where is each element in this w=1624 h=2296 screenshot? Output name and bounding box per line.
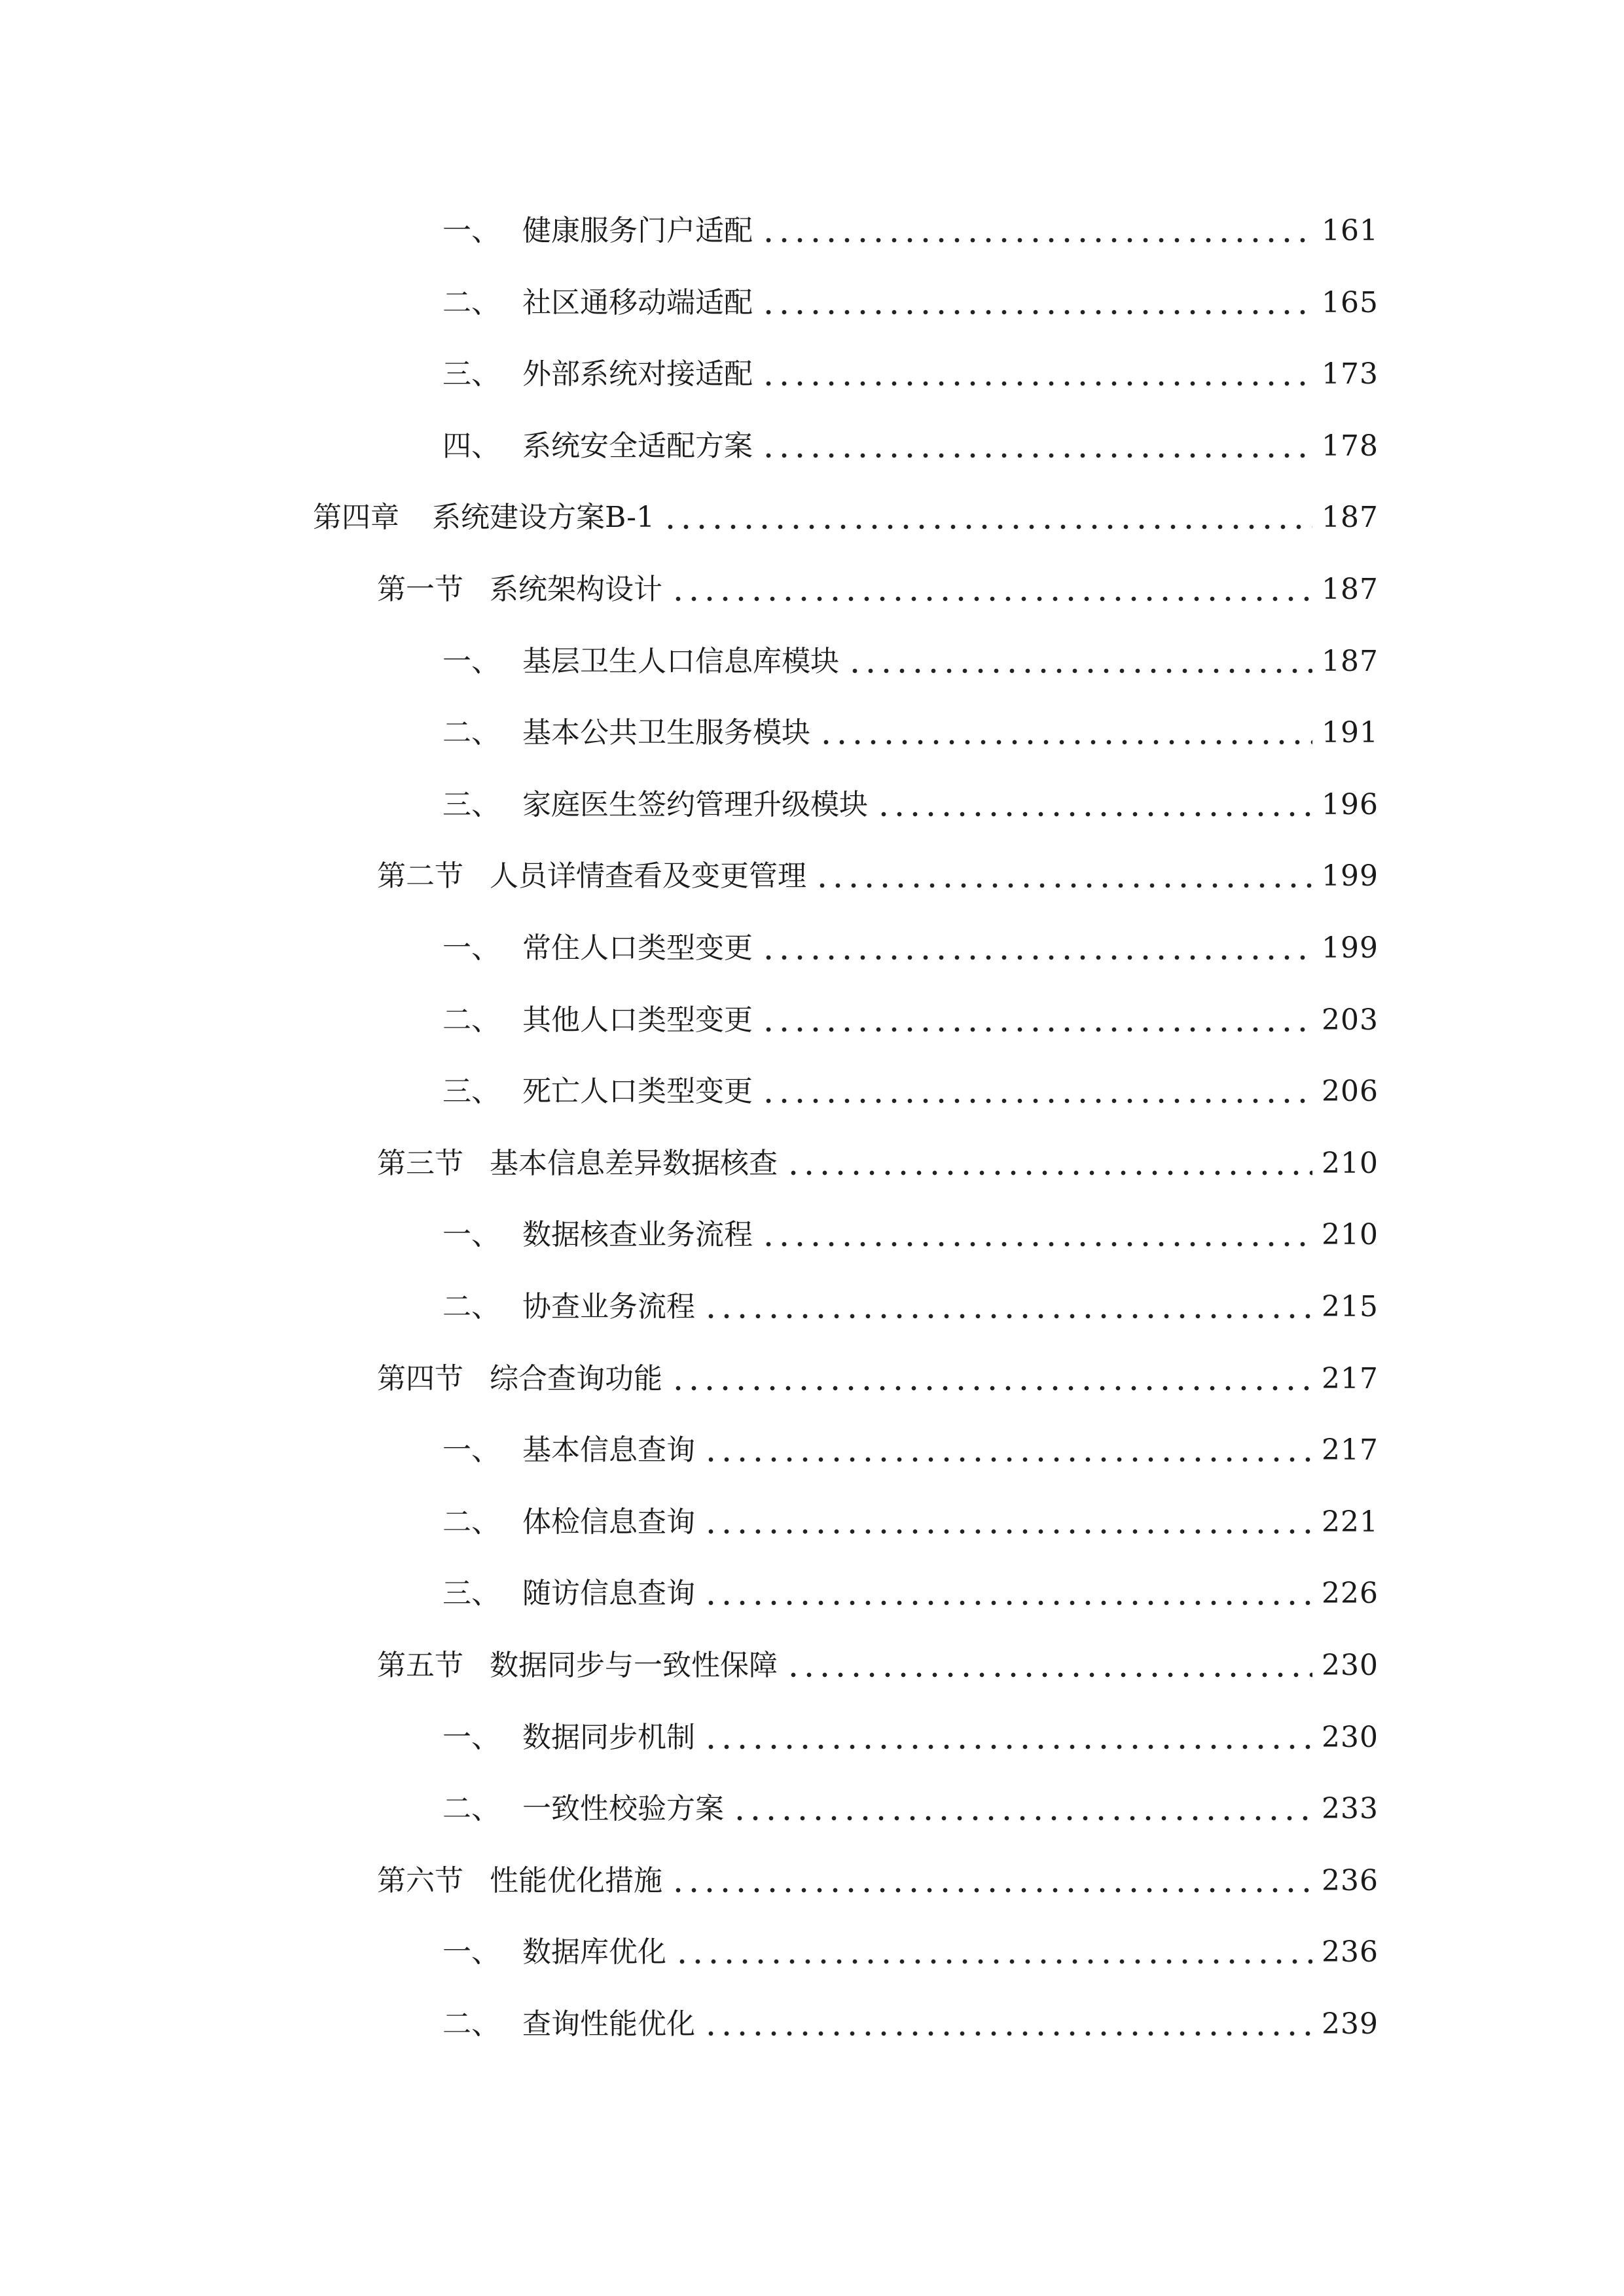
toc-page-number: 178 [1322, 429, 1379, 463]
toc-entry-title: 系统架构设计 [490, 573, 662, 606]
toc-entry[interactable] [0, 1916, 1624, 1988]
toc-page-number: 165 [1322, 285, 1379, 319]
toc-entry-number: 三、 [442, 1577, 500, 1611]
toc-entry-title: 协查业务流程 [522, 1290, 695, 1323]
toc-dot-leader [703, 1503, 1312, 1542]
toc-entry[interactable] [0, 1630, 1624, 1702]
toc-dot-leader [761, 283, 1312, 323]
toc-page-number: 191 [1322, 716, 1379, 750]
toc-page-number: 187 [1322, 644, 1379, 678]
toc-dot-leader [662, 498, 1312, 537]
toc-page-number: 203 [1322, 1003, 1379, 1037]
toc-entry-number: 二、 [442, 1003, 500, 1037]
toc-dot-leader [703, 1718, 1312, 1757]
toc-entry-title: 常住人口类型变更 [522, 931, 753, 965]
toc-page-number: 217 [1322, 1361, 1379, 1395]
toc-dot-leader [703, 1431, 1312, 1470]
toc-page-number: 226 [1322, 1577, 1379, 1611]
toc-entry[interactable] [0, 840, 1624, 912]
toc-entry[interactable] [0, 482, 1624, 554]
toc-dot-leader [761, 929, 1312, 968]
toc-entry[interactable] [0, 410, 1624, 482]
toc-entry-number: 三、 [442, 1075, 500, 1109]
toc-entry[interactable] [0, 697, 1624, 769]
toc-entry-number: 三、 [442, 357, 500, 391]
toc-entry-title: 系统安全适配方案 [522, 429, 753, 463]
toc-dot-leader [761, 1072, 1312, 1111]
toc-page-number: 199 [1322, 931, 1379, 965]
toc-dot-leader [814, 857, 1312, 896]
toc-dot-leader [761, 355, 1312, 394]
toc-entry[interactable] [0, 626, 1624, 698]
toc-entry-title: 基本信息差异数据核查 [490, 1146, 778, 1180]
toc-entry-number: 第五节 [377, 1649, 463, 1682]
toc-page-number: 215 [1322, 1290, 1379, 1323]
toc-entry[interactable] [0, 984, 1624, 1056]
toc-entry-title: 健康服务门户适配 [522, 214, 753, 247]
toc-page-number: 230 [1322, 1649, 1379, 1682]
toc-entry-title: 其他人口类型变更 [522, 1003, 753, 1037]
toc-page-number: 206 [1322, 1075, 1379, 1109]
toc-entry-number: 四、 [442, 429, 500, 463]
toc-entry-title: 基本公共卫生服务模块 [522, 716, 810, 750]
toc-entry-number: 第四节 [377, 1361, 463, 1395]
toc-dot-leader [876, 785, 1312, 825]
toc-entry-number: 一、 [442, 1433, 500, 1467]
toc-entry-title: 数据同步机制 [522, 1720, 695, 1754]
toc-entry-number: 一、 [442, 1218, 500, 1252]
toc-page-number: 239 [1322, 2007, 1379, 2041]
toc-entry-number: 二、 [442, 1505, 500, 1539]
toc-dot-leader [732, 1789, 1312, 1829]
toc-entry[interactable] [0, 912, 1624, 984]
toc-dot-leader [674, 1933, 1312, 1972]
toc-entry-number: 第六节 [377, 1863, 463, 1897]
toc-entry-number: 第一节 [377, 573, 463, 606]
toc-page-number: 187 [1322, 501, 1379, 535]
toc-page-number: 210 [1322, 1146, 1379, 1180]
toc-entry-title: 外部系统对接适配 [522, 357, 753, 391]
toc-page-number: 236 [1322, 1863, 1379, 1897]
toc-entry-title: 基本信息查询 [522, 1433, 695, 1467]
toc-entry-title: 数据核查业务流程 [522, 1218, 753, 1252]
toc-entry-title: 死亡人口类型变更 [522, 1075, 753, 1109]
toc-entry-title: 查询性能优化 [522, 2007, 695, 2041]
toc-page-number: 210 [1322, 1218, 1379, 1252]
toc-dot-leader [761, 1215, 1312, 1255]
toc-entry-title: 综合查询功能 [490, 1361, 662, 1395]
toc-entry[interactable] [0, 1414, 1624, 1486]
toc-entry-number: 第二节 [377, 859, 463, 893]
toc-entry[interactable] [0, 1271, 1624, 1343]
toc-dot-leader [670, 1359, 1312, 1399]
toc-dot-leader [785, 1646, 1312, 1685]
toc-page-number: 217 [1322, 1433, 1379, 1467]
toc-dot-leader [703, 1287, 1312, 1327]
toc-entry-number: 二、 [442, 716, 500, 750]
toc-entry-number: 二、 [442, 2007, 500, 2041]
toc-entry[interactable] [0, 554, 1624, 626]
toc-entry[interactable] [0, 195, 1624, 267]
toc-entry-title: 数据库优化 [522, 1935, 666, 1969]
toc-entry[interactable] [0, 267, 1624, 339]
toc-dot-leader [703, 1574, 1312, 1613]
toc-page-number: 196 [1322, 787, 1379, 821]
toc-entry-number: 第四章 [313, 501, 399, 535]
toc-entry-title: 体检信息查询 [522, 1505, 695, 1539]
toc-entry-number: 一、 [442, 931, 500, 965]
toc-entry-title: 随访信息查询 [522, 1577, 695, 1611]
toc-entry-number: 二、 [442, 1792, 500, 1826]
toc-entry-title: 系统建设方案B-1 [432, 501, 655, 535]
toc-dot-leader [818, 713, 1312, 753]
toc-dot-leader [761, 1001, 1312, 1040]
toc-entry-number: 一、 [442, 1935, 500, 1969]
toc-entry[interactable] [0, 1773, 1624, 1845]
toc-dot-leader [703, 2005, 1312, 2044]
toc-entry-number: 一、 [442, 1720, 500, 1754]
toc-page-number: 199 [1322, 859, 1379, 893]
toc-page-number: 221 [1322, 1505, 1379, 1539]
toc-page-number: 233 [1322, 1792, 1379, 1826]
toc-entry-number: 一、 [442, 644, 500, 678]
toc-entry[interactable] [0, 1988, 1624, 2060]
toc-entry-title: 性能优化措施 [490, 1863, 662, 1897]
toc-entry-number: 第三节 [377, 1146, 463, 1180]
toc-entry-title: 数据同步与一致性保障 [490, 1649, 778, 1682]
toc-entry-title: 家庭医生签约管理升级模块 [522, 787, 868, 821]
toc-entry[interactable] [0, 1486, 1624, 1558]
toc-entry[interactable] [0, 1343, 1624, 1415]
toc-entry[interactable] [0, 1845, 1624, 1917]
toc-entry-number: 二、 [442, 1290, 500, 1323]
toc-page-number: 161 [1322, 214, 1379, 247]
toc-dot-leader [761, 427, 1312, 466]
toc-entry[interactable] [0, 769, 1624, 841]
toc-page-number: 173 [1322, 357, 1379, 391]
toc-entry-title: 基层卫生人口信息库模块 [522, 644, 839, 678]
toc-entry-number: 三、 [442, 787, 500, 821]
toc-entry-title: 一致性校验方案 [522, 1792, 724, 1826]
toc-dot-leader [761, 211, 1312, 251]
toc-dot-leader [847, 642, 1312, 681]
toc-entry[interactable] [0, 1199, 1624, 1271]
toc-entry-title: 社区通移动端适配 [522, 285, 753, 319]
toc-dot-leader [670, 570, 1312, 609]
toc-entry[interactable] [0, 1128, 1624, 1200]
toc-dot-leader [785, 1144, 1312, 1183]
toc-entry[interactable] [0, 1702, 1624, 1774]
toc-entry[interactable] [0, 1558, 1624, 1630]
toc-page-number: 187 [1322, 573, 1379, 606]
toc-entry[interactable] [0, 1056, 1624, 1128]
toc-dot-leader [670, 1861, 1312, 1901]
toc-entry-number: 二、 [442, 285, 500, 319]
toc-entry[interactable] [0, 338, 1624, 410]
toc-page-number: 236 [1322, 1935, 1379, 1969]
toc-entry-title: 人员详情查看及变更管理 [490, 859, 806, 893]
toc-page-number: 230 [1322, 1720, 1379, 1754]
toc-entry-number: 一、 [442, 214, 500, 247]
